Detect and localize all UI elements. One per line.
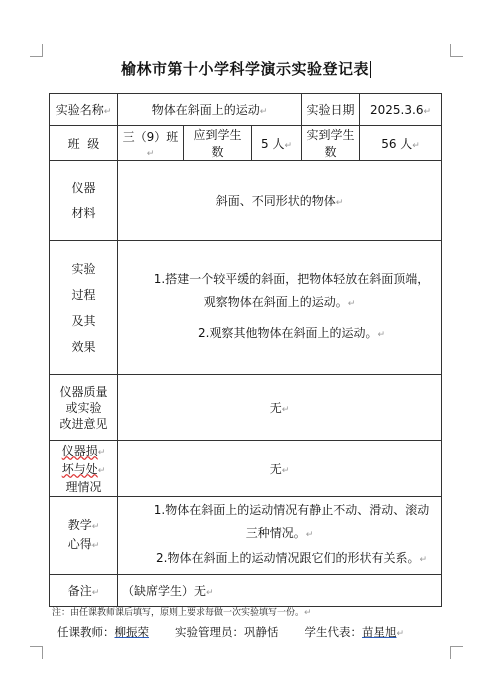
table-row <box>50 497 442 575</box>
footnote: 注：由任课教师课后填写，原则上要求每做一次实验填写一份。↵ <box>52 608 312 618</box>
manager-name[interactable]: 巩静恬 <box>244 625 279 639</box>
experiment-date-value[interactable]: 2025.3.6↵ <box>360 94 442 126</box>
page-corner-mark <box>30 646 43 659</box>
table-row <box>50 241 442 375</box>
table-row <box>50 161 442 241</box>
experiment-name-value[interactable]: 物体在斜面上的运动↵ <box>118 94 302 126</box>
actual-students-label: 实到学生数 <box>302 126 360 161</box>
experiment-date-label: 实验日期 <box>302 94 360 126</box>
remark-value[interactable]: （缺席学生）无↵ <box>118 575 442 607</box>
class-label: 班 级 <box>50 126 118 161</box>
reflection-point-1: 1.物体在斜面上的运动情况有静止不动、滑动、滚动三种情况。 <box>153 503 430 540</box>
quality-label: 仪器质量 或实验 改进意见 <box>50 375 118 441</box>
table-row <box>50 126 442 161</box>
actual-students-value[interactable]: 56 人↵ <box>360 126 442 161</box>
title-text: 榆林市第十小学科学演示实验登记表 <box>120 60 369 78</box>
experiment-name-label: 实验名称↵ <box>50 94 118 126</box>
table-row <box>50 94 442 126</box>
quality-value[interactable]: 无↵ <box>118 375 442 441</box>
table-row <box>50 375 442 441</box>
teacher-signature: 任课教师：柳振荣 <box>57 625 149 639</box>
manager-signature: 实验管理员：巩静恬 <box>175 625 279 639</box>
student-name[interactable]: 苗星旭 <box>362 625 397 639</box>
process-label: 实验 过程 及其 效果 <box>50 241 118 375</box>
text-cursor <box>370 61 371 78</box>
experiment-form-table <box>49 93 442 607</box>
process-step-2: 2.观察其他物体在斜面上的运动。 <box>198 326 378 340</box>
class-value[interactable]: 三（9）班↵ <box>118 126 184 161</box>
reflection-value[interactable]: 1.物体在斜面上的运动情况有静止不动、滑动、滚动三种情况。↵ 2.物体在斜面上的运动情况跟它们的形状有关系。↵ <box>118 497 442 575</box>
teacher-name[interactable]: 柳振荣 <box>114 625 149 639</box>
page-corner-mark <box>450 646 463 659</box>
process-step-1: 1.搭建一个较平缓的斜面，把物体轻放在斜面顶端，观察物体在斜面上的运动。 <box>153 272 430 309</box>
materials-value[interactable]: 斜面、不同形状的物体↵ <box>118 161 442 241</box>
damage-value[interactable]: 无↵ <box>118 441 442 497</box>
page-corner-mark <box>450 44 463 57</box>
page-corner-mark <box>30 44 43 57</box>
expected-students-value[interactable]: 5 人↵ <box>252 126 302 161</box>
student-signature: 学生代表：苗星旭↵ <box>304 625 405 639</box>
expected-students-label: 应到学生数 <box>184 126 252 161</box>
remark-label: 备注↵ <box>50 575 118 607</box>
reflection-label: 教学↵ 心得↵ <box>50 497 118 575</box>
table-row <box>50 441 442 497</box>
materials-label: 仪器 材料 <box>50 161 118 241</box>
table-row <box>50 575 442 607</box>
reflection-point-2: 2.物体在斜面上的运动情况跟它们的形状有关系。 <box>156 551 420 565</box>
signature-line <box>57 624 430 640</box>
process-value[interactable]: 1.搭建一个较平缓的斜面，把物体轻放在斜面顶端，观察物体在斜面上的运动。↵ 2.观察其他物体在斜面上的运动。↵ <box>118 241 442 375</box>
document-title <box>0 58 492 79</box>
damage-label: 仪器损↵ 坏与处↵ 理情况 <box>50 441 118 497</box>
